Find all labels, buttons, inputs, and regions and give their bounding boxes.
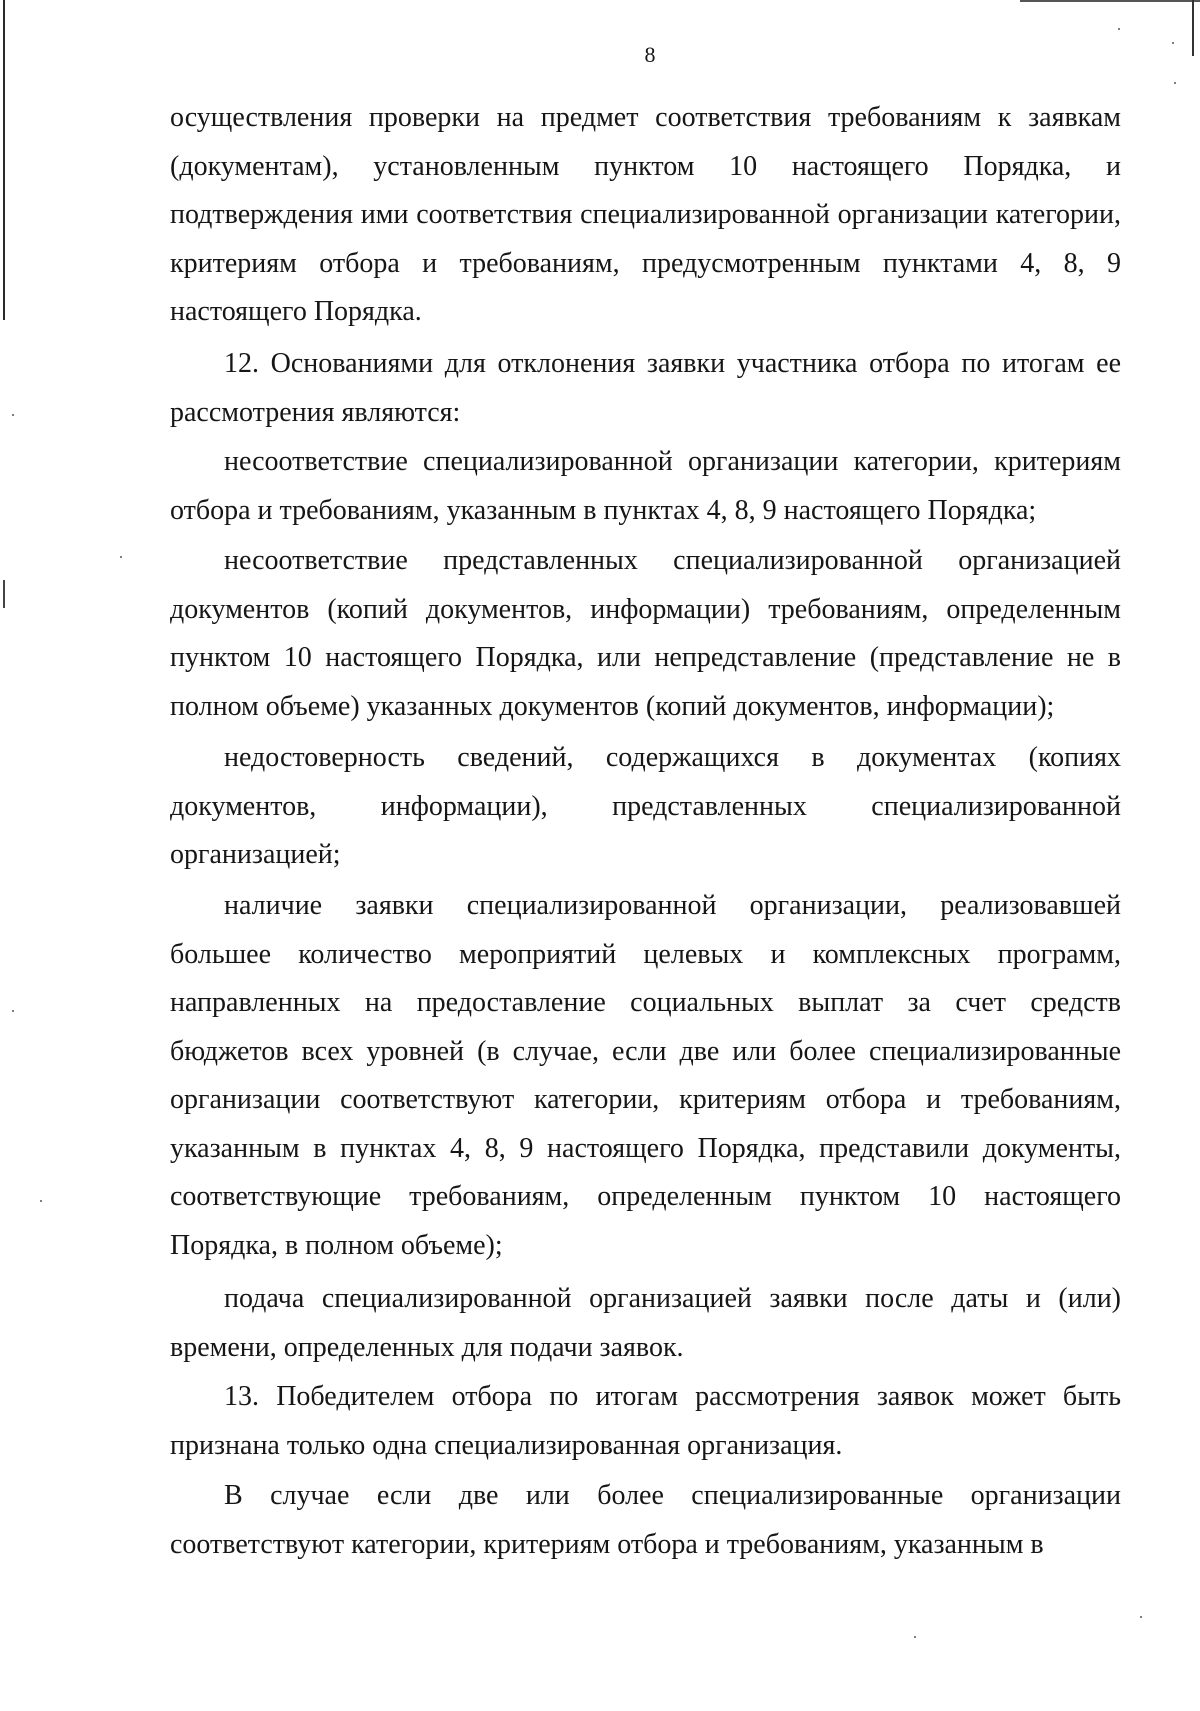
document-body xyxy=(170,1275,1121,1372)
scan-mark xyxy=(3,580,5,608)
document-body xyxy=(170,1472,1121,1569)
document-body xyxy=(170,882,1121,1270)
scan-speck xyxy=(914,1636,916,1638)
scan-speck xyxy=(12,1010,14,1012)
paragraph-clause-12: 12. Основаниями для отклонения заявки участника отбора по итогам ее рассмотрения являются: xyxy=(170,348,1121,428)
paragraph-item: недостоверность сведений, содержащихся в документах (копиях документов, информации), представленных специализированной организацией; xyxy=(170,742,1121,870)
document-body xyxy=(170,438,1121,535)
scan-border-top xyxy=(1020,0,1200,2)
document-body xyxy=(170,340,1121,437)
scan-speck xyxy=(1140,1616,1142,1618)
document-body xyxy=(170,1373,1121,1470)
paragraph-continuation: осуществления проверки на предмет соответствия требованиям к заявкам (документам), установленным пунктом 10 настоящего Порядка, и подтверждения ими соответствия специализированной организации категории, критериям отбора и требованиям, предусмотренным пунктами 4, 8, 9 настоящего Порядка. xyxy=(170,102,1121,327)
document-body xyxy=(170,734,1121,880)
page-number: 8 xyxy=(644,42,656,67)
paragraph-clause-13: 13. Победителем отбора по итогам рассмотрения заявок может быть признана только одна специализированная организация. xyxy=(170,1381,1121,1461)
scan-speck xyxy=(1174,82,1176,84)
scan-speck xyxy=(1118,28,1120,30)
document-body xyxy=(170,94,1121,337)
paragraph-item: несоответствие специализированной организации категории, критериям отбора и требованиям, указанным в пунктах 4, 8, 9 настоящего Порядка; xyxy=(170,446,1121,526)
paragraph-item: подача специализированной организацией заявки после даты и (или) времени, определенных для подачи заявок. xyxy=(170,1283,1121,1363)
paragraph-item: несоответствие представленных специализированной организацией документов (копий документов, информации) требованиям, определенным пунктом 10 настоящего Порядка, или непредставление (представление не в полном объеме) указанных документов (копий документов, информации); xyxy=(170,545,1121,722)
scan-speck xyxy=(12,414,14,416)
scan-speck xyxy=(120,556,122,558)
paragraph-item: наличие заявки специализированной организации, реализовавшей большее количество мероприятий целевых и комплексных программ, направленных на предоставление социальных выплат за счет средств бюджетов всех уровней (в случае, если две или более специализированные организации соответствуют категории, критериям отбора и требованиям, указанным в пунктах 4, 8, 9 настоящего Порядка, представили документы, соответствующие требованиям, определенным пунктом 10 настоящего Порядка, в полном объеме); xyxy=(170,890,1121,1261)
paragraph-item: В случае если две или более специализированные организации соответствуют категории, критериям отбора и требованиям, указанным в xyxy=(170,1480,1121,1560)
document-body xyxy=(170,537,1121,731)
scan-speck xyxy=(40,1200,42,1202)
